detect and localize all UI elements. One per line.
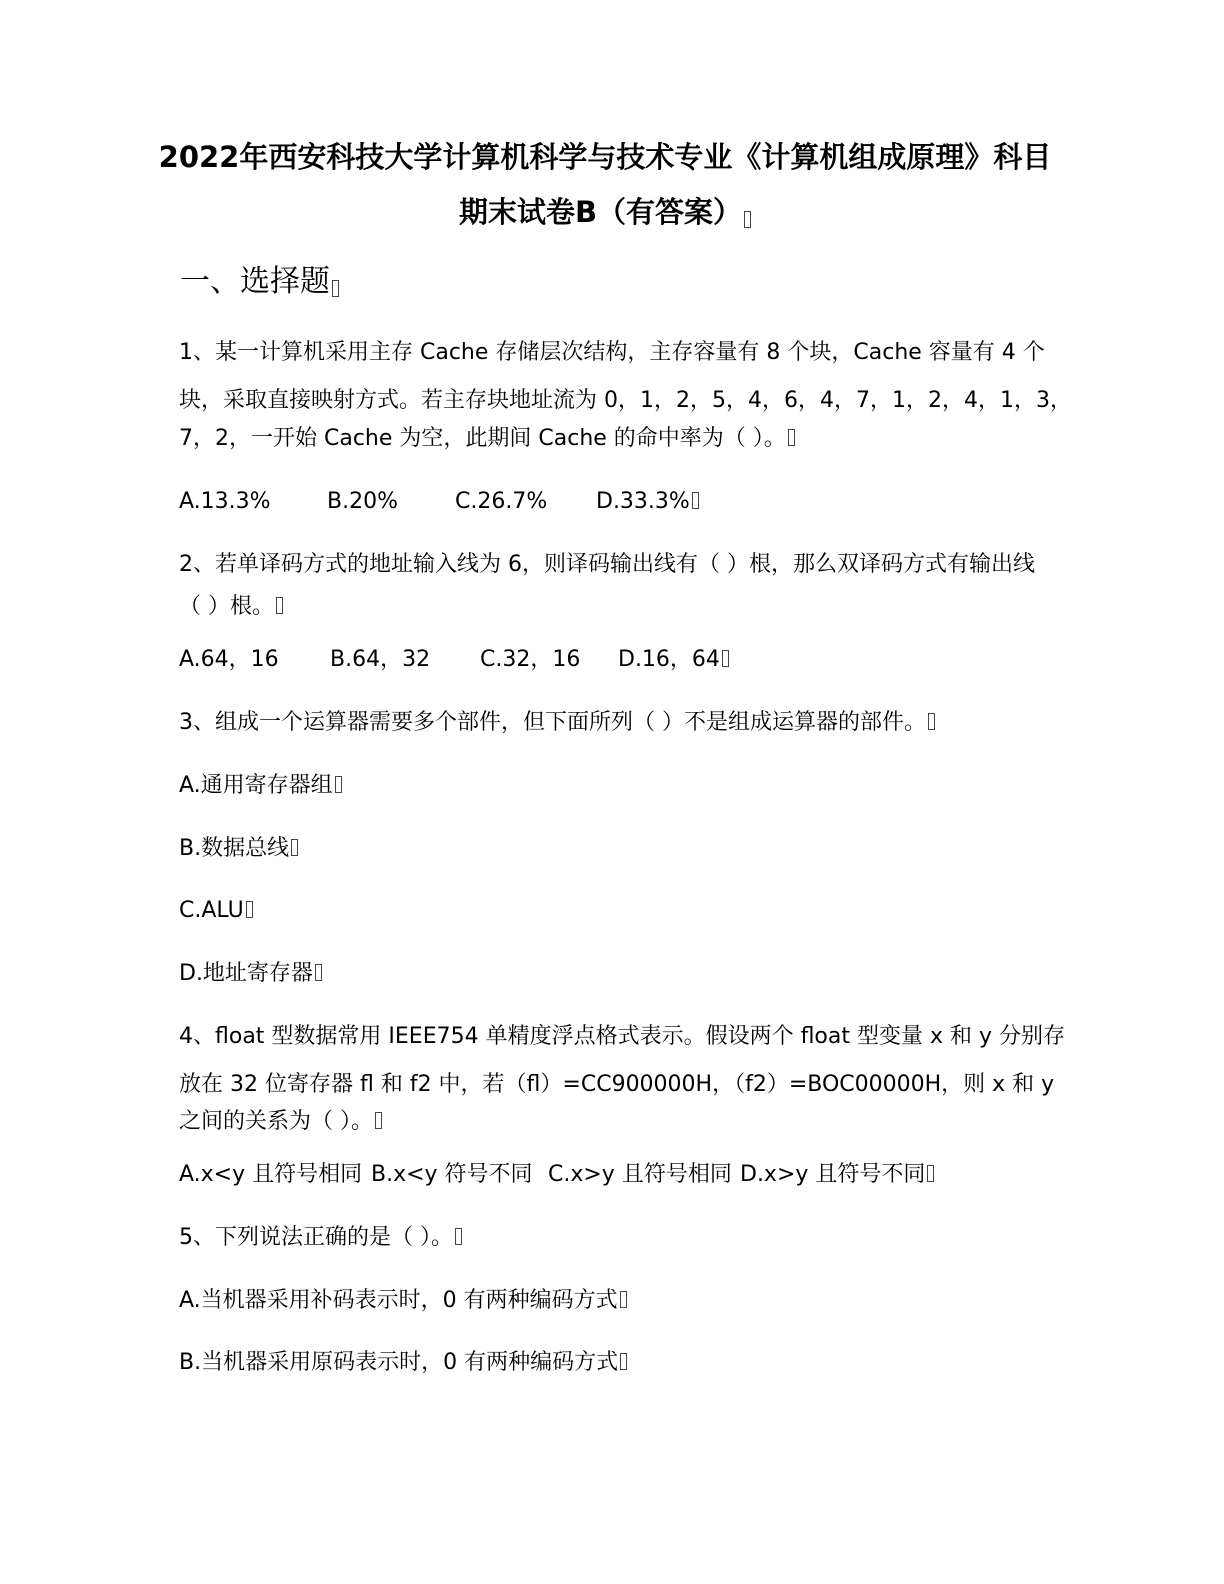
question-1-option-b: B.20%	[327, 489, 398, 514]
placeholder-glyph-icon	[332, 280, 339, 297]
question-3-option-c	[179, 900, 253, 922]
question-2-line-1: 2、若单译码方式的地址输入线为 6，则译码输出线有（ ）根，那么双译码方式有输出线	[179, 552, 1035, 577]
placeholder-glyph-icon	[335, 776, 342, 793]
placeholder-glyph-icon	[927, 1165, 934, 1182]
placeholder-glyph-icon	[291, 839, 298, 856]
document-title-line-2	[150, 195, 1060, 229]
question-3-line-1-text: 3、组成一个运算器需要多个部件，但下面所列（ ）不是组成运算器的部件。	[179, 710, 926, 735]
question-2-option-c: C.32，16	[480, 647, 581, 672]
question-1-line-3	[179, 428, 795, 450]
question-4-option-b: B.x<y 符号不同	[371, 1162, 533, 1187]
placeholder-glyph-icon	[375, 1112, 382, 1129]
question-3-option-a	[179, 775, 342, 797]
question-1-option-d	[596, 491, 699, 513]
question-3-option-d	[179, 963, 322, 985]
question-1-option-a: A.13.3%	[179, 489, 271, 514]
question-2-line-2-text: （ ）根。	[179, 594, 274, 619]
question-5-line-1	[179, 1227, 462, 1249]
question-2-option-a: A.64，16	[179, 647, 279, 672]
placeholder-glyph-icon	[722, 650, 729, 667]
placeholder-glyph-icon	[620, 1353, 627, 1370]
placeholder-glyph-icon	[455, 1228, 462, 1245]
placeholder-glyph-icon	[788, 429, 795, 446]
question-2-option-d	[618, 649, 729, 671]
question-3-option-b	[179, 838, 298, 860]
placeholder-glyph-icon	[315, 964, 322, 981]
question-4-line-2: 放在 32 位寄存器 fl 和 f2 中，若（fl）=CC900000H，（f2）=BOC00000H，则 x 和 y	[179, 1072, 1055, 1097]
placeholder-glyph-icon	[928, 713, 935, 730]
question-3-option-b-text: B.数据总线	[179, 836, 290, 861]
section-heading	[180, 264, 339, 299]
question-3-line-1	[179, 712, 935, 734]
document-title-line-1: 2022年西安科技大学计算机科学与技术专业《计算机组成原理》科目	[158, 140, 1052, 174]
question-4-line-3	[179, 1111, 382, 1133]
question-1-option-d-text: D.33.3%	[596, 489, 690, 514]
question-4-line-3-text: 之间的关系为（ ）。	[179, 1109, 373, 1134]
placeholder-glyph-icon	[246, 901, 253, 918]
question-5-line-1-text: 5、下列说法正确的是（ ）。	[179, 1225, 453, 1250]
question-5-option-b-text: B.当机器采用原码表示时，0 有两种编码方式	[179, 1350, 619, 1375]
question-5-option-a	[179, 1290, 627, 1312]
document-title-line-2-text: 期末试卷B（有答案）	[458, 195, 743, 229]
placeholder-glyph-icon	[276, 597, 283, 614]
section-heading-text: 一、选择题	[180, 264, 330, 299]
question-2-option-d-text: D.16，64	[618, 647, 720, 672]
question-5-option-b	[179, 1352, 627, 1374]
question-2-line-2	[179, 596, 283, 618]
question-1-line-1: 1、某一计算机采用主存 Cache 存储层次结构，主存容量有 8 个块，Cache 容量有 4 个	[179, 340, 1045, 365]
question-4-option-d	[740, 1164, 934, 1186]
question-2-option-b: B.64，32	[330, 647, 431, 672]
question-3-option-d-text: D.地址寄存器	[179, 961, 313, 986]
placeholder-glyph-icon	[620, 1291, 627, 1308]
question-1-option-c: C.26.7%	[455, 489, 548, 514]
question-4-option-c: C.x>y 且符号相同	[548, 1162, 732, 1187]
question-4-line-1: 4、float 型数据常用 IEEE754 单精度浮点格式表示。假设两个 float 型变量 x 和 y 分别存	[179, 1024, 1066, 1049]
placeholder-glyph-icon	[692, 492, 699, 509]
placeholder-glyph-icon	[744, 211, 751, 228]
question-3-option-a-text: A.通用寄存器组	[179, 773, 333, 798]
question-1-line-3-text: 7，2，一开始 Cache 为空，此期间 Cache 的命中率为（ ）。	[179, 426, 786, 451]
question-4-option-a: A.x<y 且符号相同	[179, 1162, 363, 1187]
question-5-option-a-text: A.当机器采用补码表示时，0 有两种编码方式	[179, 1288, 618, 1313]
question-3-option-c-text: C.ALU	[179, 898, 244, 923]
question-4-option-d-text: D.x>y 且符号不同	[740, 1162, 926, 1187]
question-1-line-2: 块，采取直接映射方式。若主存块地址流为 0，1，2，5，4，6，4，7，1，2，4，1，3，	[179, 388, 1072, 413]
